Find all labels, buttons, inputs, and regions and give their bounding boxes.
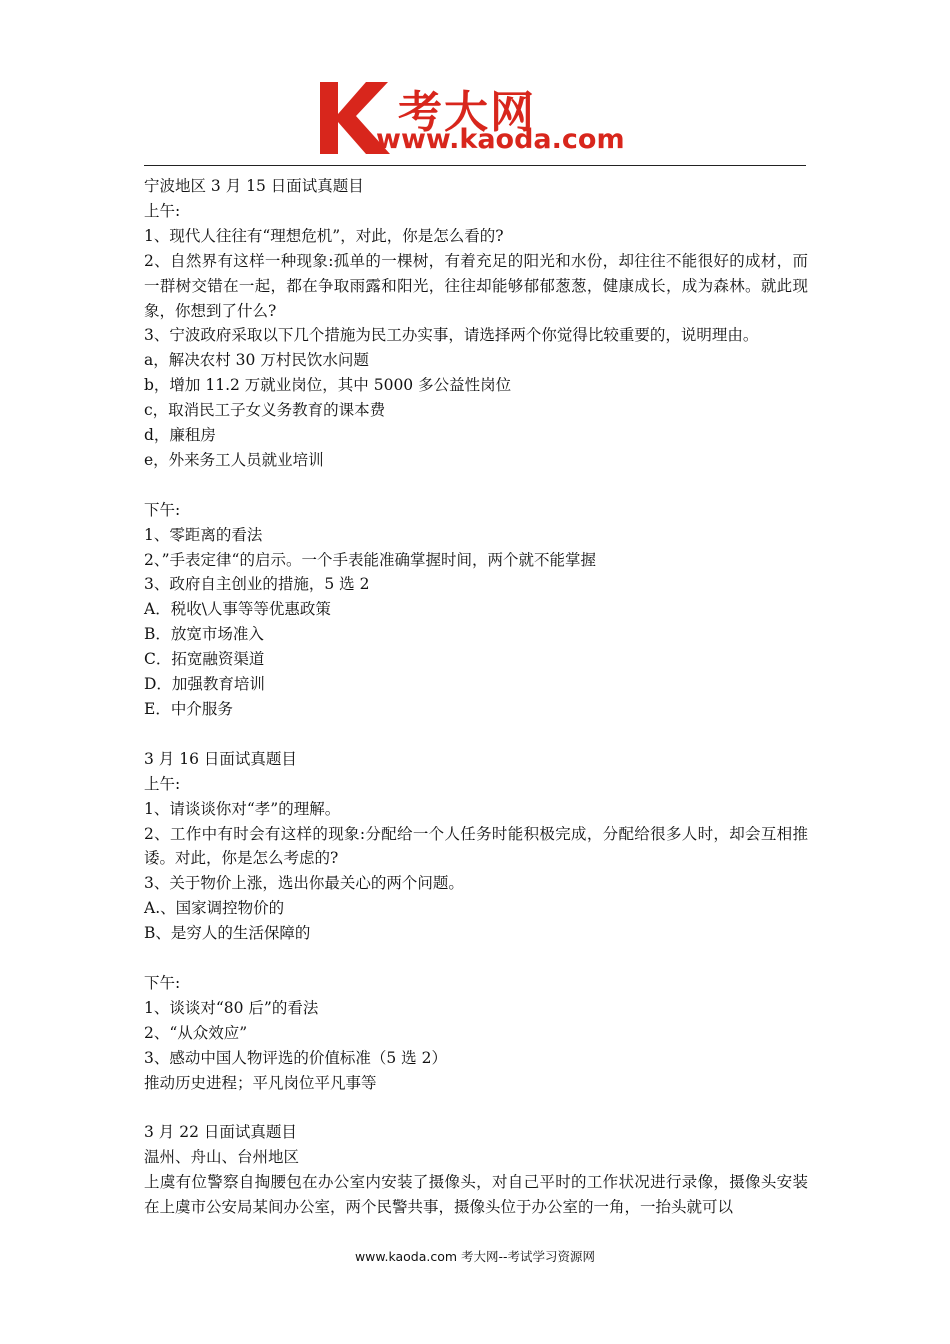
text-line: D．加强教育培训 [144, 675, 265, 694]
text-line: 下午: [144, 973, 181, 992]
text-line: C．拓宽融资渠道 [144, 650, 265, 669]
text-line: A.、国家调控物价的 [144, 899, 285, 918]
text-line: b，增加 11.2 万就业岗位，其中 5000 多公益性岗位 [144, 376, 512, 395]
text-line: 3 月 22 日面试真题目 [144, 1123, 297, 1142]
text-line: 3、关于物价上涨，选出你最关心的两个问题。 [144, 874, 464, 893]
text-line: 1、请谈谈你对“孝”的理解。 [144, 799, 341, 818]
blank-line [144, 946, 808, 971]
logo-title: 考大网 [398, 87, 536, 138]
text-line: c，取消民工子女义务教育的课本费 [144, 401, 386, 420]
text-line: B．放宽市场准入 [144, 625, 264, 644]
text-line: 2、自然界有这样一种现象:孤单的一棵树，有着充足的阳光和水份，却往往不能很好的成材，而一群树交错在一起，都在争取雨露和阳光，往往却能够郁郁葱葱，健康成长，成为森林。就此现象，你想到了什么? [144, 251, 808, 320]
text-line: 宁波地区 3 月 15 日面试真题目 [144, 177, 364, 195]
text-line: 3、感动中国人物评选的价值标准（5 选 2） [144, 1048, 447, 1067]
blank-line [144, 722, 808, 747]
kaoda-logo [316, 78, 646, 164]
text-line: e，外来务工人员就业培训 [144, 450, 324, 469]
text-line: 2、“从众效应” [144, 1023, 248, 1042]
text-line: 上午: [144, 774, 181, 793]
text-line: 3、政府自主创业的措施，5 选 2 [144, 575, 370, 594]
text-line: 2、”手表定律“的启示。一个手表能准确掌握时间，两个就不能掌握 [144, 550, 596, 569]
text-line: 温州、舟山、台州地区 [144, 1148, 300, 1167]
text-line: 下午: [144, 500, 181, 519]
text-line: 3 月 16 日面试真题目 [144, 749, 297, 768]
text-line: E．中介服务 [144, 700, 233, 719]
text-line: B、是穷人的生活保障的 [144, 924, 311, 943]
logo-url: www.kaoda.com [376, 124, 625, 155]
text-line: 1、现代人往往有“理想危机”，对此，你是怎么看的? [144, 226, 504, 245]
text-line: 1、谈谈对“80 后”的看法 [144, 998, 319, 1017]
text-line: A．税收\人事等等优惠政策 [144, 600, 331, 619]
text-line: 上午: [144, 201, 181, 220]
text-line: d，廉租房 [144, 426, 216, 445]
blank-line [144, 473, 808, 498]
page-footer: www.kaoda.com 考大网--考试学习资源网 [354, 1249, 596, 1264]
text-line: 3、宁波政府采取以下几个措施为民工办实事，请选择两个你觉得比较重要的，说明理由。 [144, 326, 759, 345]
text-line: 推动历史进程；平凡岗位平凡事等 [144, 1073, 377, 1092]
text-line: 上虞有位警察自掏腰包在办公室内安装了摄像头，对自己平时的工作状况进行录像，摄像头安装在上虞市公安局某间办公室，两个民警共事，摄像头位于办公室的一角，一抬头就可以 [144, 1173, 808, 1217]
text-line: a，解决农村 30 万村民饮水问题 [144, 351, 369, 370]
header-divider [144, 165, 806, 166]
text-line: 2、工作中有时会有这样的现象:分配给一个人任务时能积极完成，分配给很多人时，却会互相推诿。对此，你是怎么考虑的? [144, 824, 808, 868]
text-line: 1、零距离的看法 [144, 525, 263, 544]
document-body [144, 174, 808, 1220]
blank-line [144, 1095, 808, 1120]
